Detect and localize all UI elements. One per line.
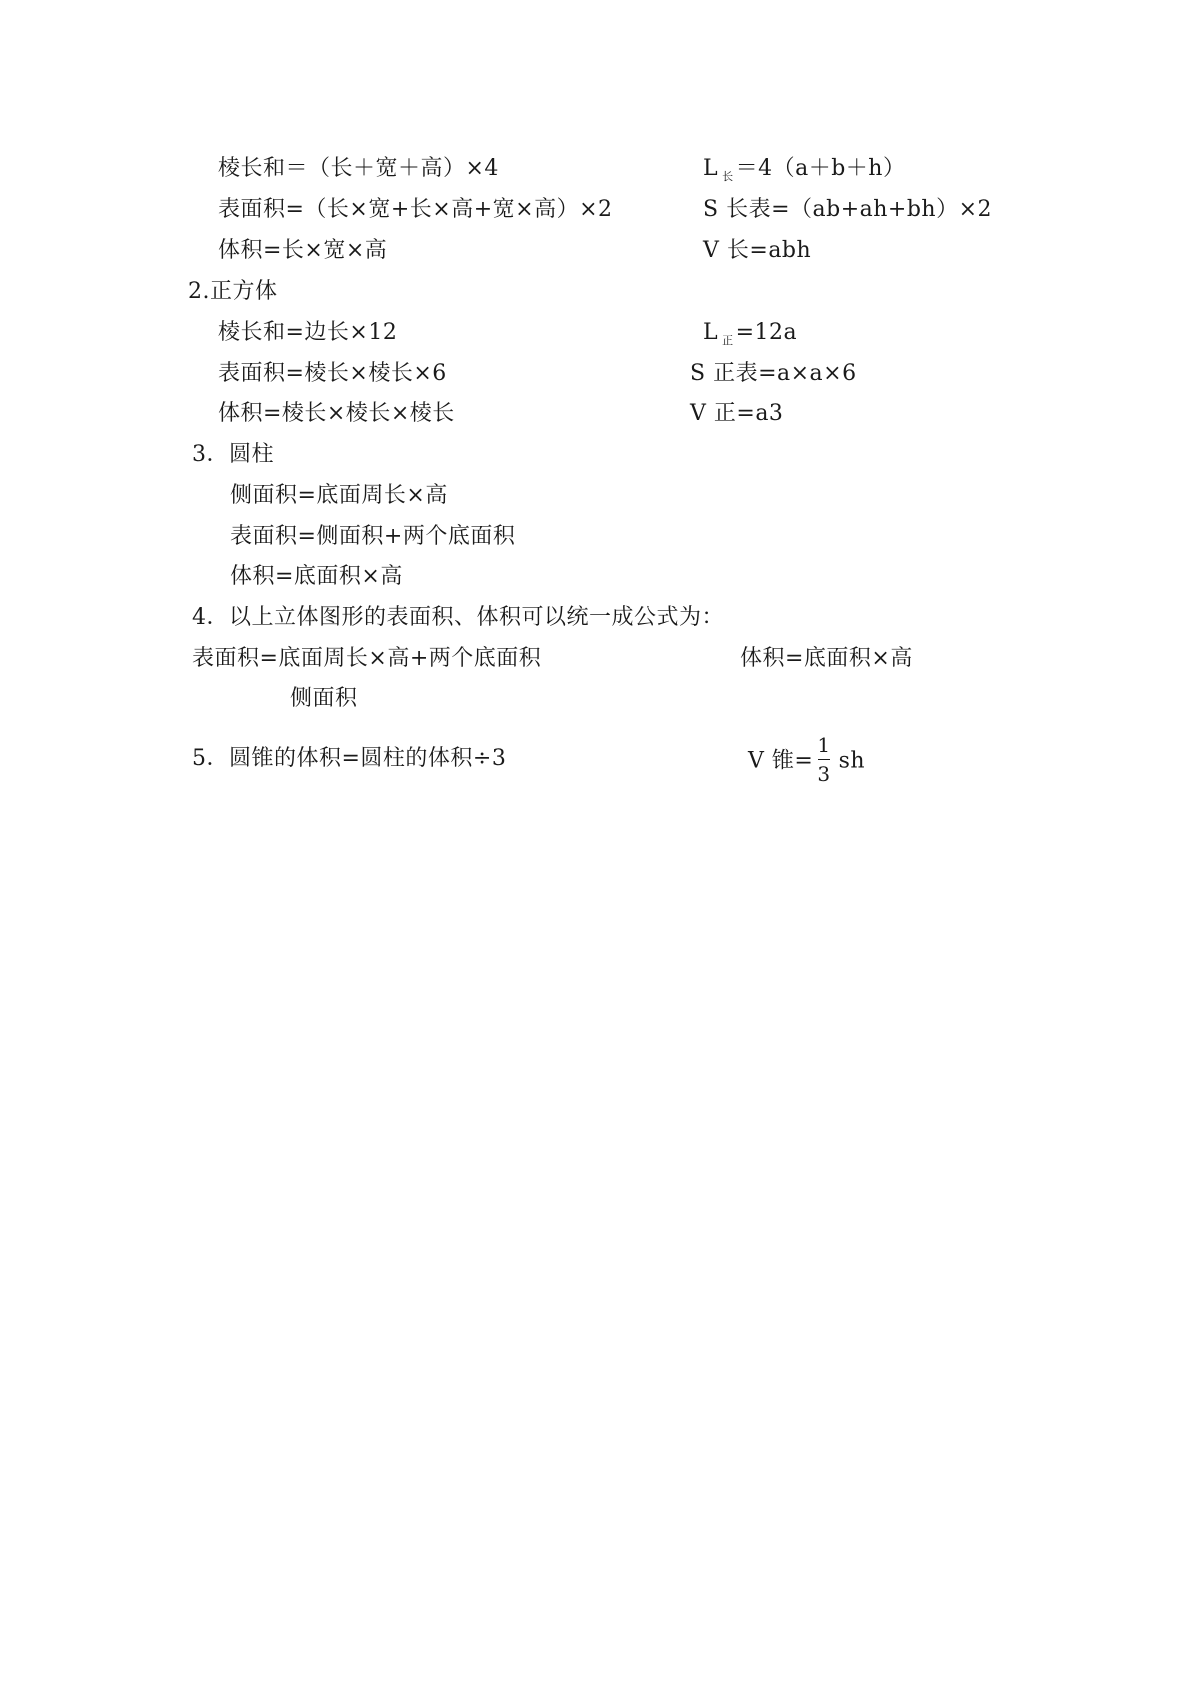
cube-surface-formula: S 正表=a×a×6 xyxy=(690,361,857,386)
cube-edge-sum-text: 棱长和=边长×12 xyxy=(218,320,398,345)
cube-heading: 2.正方体 xyxy=(188,279,278,304)
formula-prefix: V 锥= xyxy=(748,748,814,774)
formula-expression: ＝4（a＋b＋h） xyxy=(735,156,906,181)
cuboid-edge-sum-text: 棱长和＝（长＋宽＋高）×4 xyxy=(218,156,499,181)
cube-volume-formula: V 正=a3 xyxy=(690,401,784,426)
unified-lateral-note: 侧面积 xyxy=(290,686,358,711)
formula-symbol-L: L xyxy=(703,320,719,345)
fraction-denominator: 3 xyxy=(817,762,831,786)
cylinder-heading: 3．圆柱 xyxy=(192,442,274,467)
cuboid-edge-sum-formula xyxy=(703,155,905,186)
formula-subscript: 长 xyxy=(722,170,734,183)
unified-surface-text: 表面积=底面周长×高+两个底面积 xyxy=(192,646,542,671)
cylinder-lateral-text: 侧面积=底面周长×高 xyxy=(230,483,448,508)
cuboid-volume-text: 体积=长×宽×高 xyxy=(218,238,388,263)
one-third-fraction xyxy=(815,733,832,786)
cuboid-volume-formula: V 长=abh xyxy=(703,238,812,263)
cone-text: 5．圆锥的体积=圆柱的体积÷3 xyxy=(192,746,507,771)
formula-suffix: sh xyxy=(838,748,866,774)
cone-volume-formula xyxy=(748,735,865,788)
unified-volume-text: 体积=底面积×高 xyxy=(740,646,913,671)
formula-expression: =12a xyxy=(735,320,798,345)
fraction-bar xyxy=(818,759,830,760)
cylinder-surface-text: 表面积=侧面积+两个底面积 xyxy=(230,524,516,549)
unified-heading: 4．以上立体图形的表面积、体积可以统一成公式为： xyxy=(192,605,724,630)
cube-edge-sum-formula xyxy=(703,319,797,350)
cube-surface-text: 表面积=棱长×棱长×6 xyxy=(218,361,447,386)
cuboid-surface-text: 表面积=（长×宽+长×高+宽×高）×2 xyxy=(218,197,613,222)
cylinder-volume-text: 体积=底面积×高 xyxy=(230,564,403,589)
formula-symbol-L: L xyxy=(703,156,719,181)
formula-subscript: 正 xyxy=(722,334,734,347)
cuboid-surface-formula: S 长表=（ab+ah+bh）×2 xyxy=(703,197,993,222)
fraction-numerator: 1 xyxy=(817,733,831,757)
cube-volume-text: 体积=棱长×棱长×棱长 xyxy=(218,401,455,426)
